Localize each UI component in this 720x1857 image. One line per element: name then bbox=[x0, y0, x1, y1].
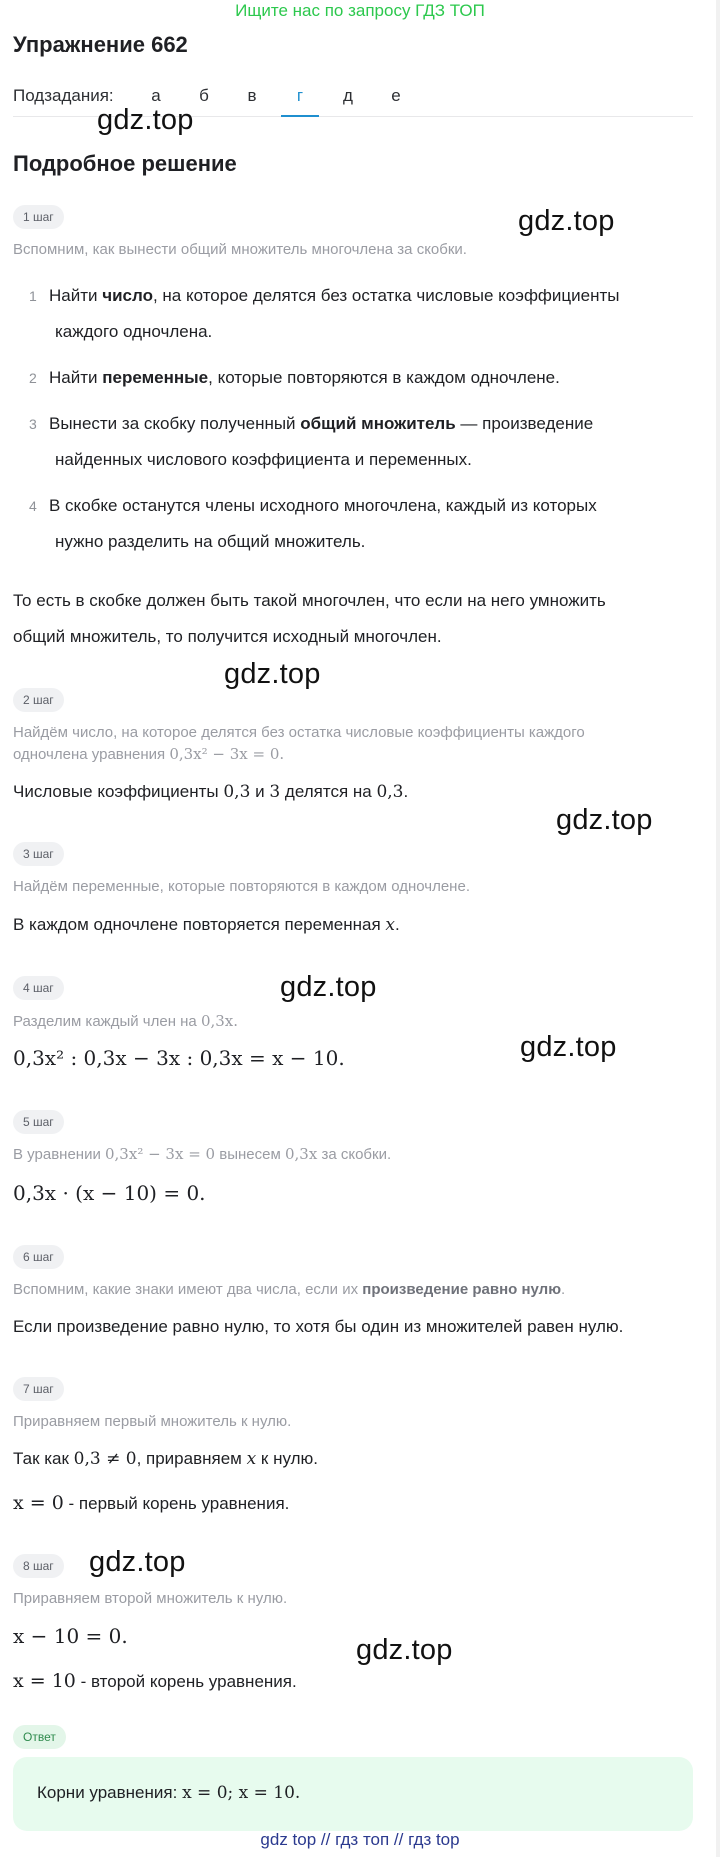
step-badge-6: 6 шаг bbox=[13, 1245, 64, 1269]
text: Корни уравнения: bbox=[37, 1783, 183, 1802]
text: - первый корень уравнения. bbox=[63, 1494, 290, 1513]
step-hint-2-line2 bbox=[13, 743, 693, 766]
hint-math: 0,3x bbox=[284, 1145, 318, 1163]
item-bold: общий множитель bbox=[300, 414, 456, 433]
step-text-7 bbox=[13, 1448, 703, 1470]
answer-box bbox=[13, 1757, 693, 1831]
step-badge-5: 5 шаг bbox=[13, 1110, 64, 1134]
tab-v[interactable]: в bbox=[247, 86, 257, 105]
tab-a[interactable]: а bbox=[151, 86, 161, 105]
step-badge-2: 2 шаг bbox=[13, 688, 64, 712]
step-badge-4: 4 шаг bbox=[13, 976, 64, 1000]
exercise-title: Упражнение 662 bbox=[13, 32, 188, 57]
step-badge-7: 7 шаг bbox=[13, 1377, 64, 1401]
math: x = 0 bbox=[13, 1492, 64, 1514]
text: Так как bbox=[13, 1449, 74, 1468]
hint-math: 0,3x² − 3x = 0. bbox=[169, 745, 285, 763]
math: 3 bbox=[269, 782, 281, 802]
step-text-3 bbox=[13, 914, 703, 936]
step-hint-1: Вспомним, как вынести общий множитель многочлена за скобки. bbox=[13, 241, 467, 258]
step-badge-1: 1 шаг bbox=[13, 205, 64, 229]
watermark: gdz.top bbox=[89, 1546, 186, 1578]
section-title: Подробное решение bbox=[13, 151, 237, 176]
item-bold: число bbox=[102, 286, 153, 305]
tab-d[interactable]: д bbox=[343, 86, 353, 105]
math: x = 10 bbox=[13, 1670, 76, 1692]
item-text: Вынести за скобку полученный bbox=[49, 414, 301, 433]
equation-4: 0,3x² : 0,3x − 3x : 0,3x = x − 10. bbox=[13, 1046, 345, 1070]
item-continuation: найденных числового коэффициента и переменных. bbox=[55, 450, 472, 469]
item-text: , на которое делятся без остатка числовые коэффициенты bbox=[152, 286, 620, 305]
math: 0,3 ≠ 0 bbox=[73, 1449, 137, 1469]
tab-b[interactable]: б bbox=[199, 86, 209, 105]
hint-math: 0,3x² − 3x = 0 bbox=[105, 1145, 216, 1163]
text: - второй корень уравнения. bbox=[75, 1672, 297, 1691]
subtasks-label: Подзадания: bbox=[13, 86, 114, 105]
equation-8: x − 10 = 0. bbox=[13, 1624, 128, 1648]
text: и bbox=[250, 782, 270, 801]
item-continuation: каждого одночлена. bbox=[55, 322, 213, 341]
step-hint-6 bbox=[13, 1279, 693, 1301]
watermark: gdz.top bbox=[518, 205, 615, 237]
hint-text: за скобки. bbox=[317, 1146, 392, 1163]
paragraph: То есть в скобке должен быть такой многочлен, что если на него умножить bbox=[13, 591, 606, 610]
root-1 bbox=[13, 1492, 703, 1515]
equation-5: 0,3x · (x − 10) = 0. bbox=[13, 1181, 206, 1205]
math: x = 0; x = 10. bbox=[182, 1783, 301, 1803]
item-text: В скобке останутся члены исходного многочлена, каждый из которых bbox=[49, 496, 597, 515]
text: , приравняем bbox=[136, 1449, 247, 1468]
answer-text bbox=[37, 1783, 300, 1803]
step-hint-5 bbox=[13, 1143, 693, 1166]
text: к нулю. bbox=[256, 1449, 318, 1468]
answer-badge: Ответ bbox=[13, 1725, 66, 1749]
list-number: 3 bbox=[29, 416, 37, 432]
item-text: Найти bbox=[49, 368, 103, 387]
scrollbar-track[interactable] bbox=[716, 0, 720, 1857]
math-var: x bbox=[385, 915, 395, 935]
text: делятся на bbox=[280, 782, 377, 801]
math: 0,3 bbox=[223, 782, 251, 802]
watermark: gdz.top bbox=[97, 104, 194, 136]
step-hint-2: Найдём число, на которое делятся без остатка числовые коэффициенты каждого bbox=[13, 724, 585, 741]
hint-text: Разделим каждый член на bbox=[13, 1013, 201, 1030]
watermark: gdz.top bbox=[356, 1634, 453, 1666]
hint-text: вынесем bbox=[215, 1146, 285, 1163]
list-number: 2 bbox=[29, 370, 37, 386]
step-hint-8: Приравняем второй множитель к нулю. bbox=[13, 1590, 288, 1607]
text: . bbox=[403, 782, 409, 801]
item-bold: переменные bbox=[102, 368, 209, 387]
math-var: x bbox=[246, 1449, 257, 1469]
list-number: 4 bbox=[29, 498, 37, 514]
step-text-2 bbox=[13, 781, 703, 803]
watermark: gdz.top bbox=[280, 971, 377, 1003]
watermark: gdz.top bbox=[556, 804, 653, 836]
step-hint-7: Приравняем первый множитель к нулю. bbox=[13, 1413, 292, 1430]
item-text: — произведение bbox=[455, 414, 594, 433]
paragraph: общий множитель, то получится исходный многочлен. bbox=[13, 627, 442, 646]
hint-text: одночлена уравнения bbox=[13, 746, 170, 763]
footer-links[interactable]: gdz top // гдз топ // гдз top bbox=[260, 1830, 460, 1849]
text: В каждом одночлене повторяется переменная bbox=[13, 915, 386, 934]
step-hint-4 bbox=[13, 1010, 693, 1033]
hint-bold: произведение равно нулю bbox=[362, 1281, 562, 1298]
item-continuation: нужно разделить на общий множитель. bbox=[55, 532, 366, 551]
hint-text: В уравнении bbox=[13, 1146, 105, 1163]
item-text: , которые повторяются в каждом одночлене. bbox=[208, 368, 560, 387]
list-number: 1 bbox=[29, 288, 37, 304]
item-text: Найти bbox=[49, 286, 103, 305]
watermark: gdz.top bbox=[520, 1031, 617, 1063]
hint-math: 0,3x. bbox=[200, 1012, 239, 1030]
step-badge-3: 3 шаг bbox=[13, 842, 64, 866]
hint-text: . bbox=[561, 1281, 566, 1298]
top-banner[interactable]: Ищите нас по запросу ГДЗ ТОП bbox=[235, 1, 485, 20]
math: 0,3 bbox=[376, 782, 404, 802]
hint-text: Вспомним, какие знаки имеют два числа, если их bbox=[13, 1281, 363, 1298]
text: . bbox=[394, 915, 400, 934]
watermark: gdz.top bbox=[224, 658, 321, 690]
step-badge-8: 8 шаг bbox=[13, 1554, 64, 1578]
step-hint-3: Найдём переменные, которые повторяются в каждом одночлене. bbox=[13, 878, 470, 895]
root-2 bbox=[13, 1670, 703, 1693]
tab-g-active[interactable]: г bbox=[281, 86, 319, 117]
step-text-6: Если произведение равно нулю, то хотя бы один из множителей равен нулю. bbox=[13, 1317, 624, 1336]
text: Числовые коэффициенты bbox=[13, 782, 224, 801]
tab-e[interactable]: е bbox=[391, 86, 401, 105]
